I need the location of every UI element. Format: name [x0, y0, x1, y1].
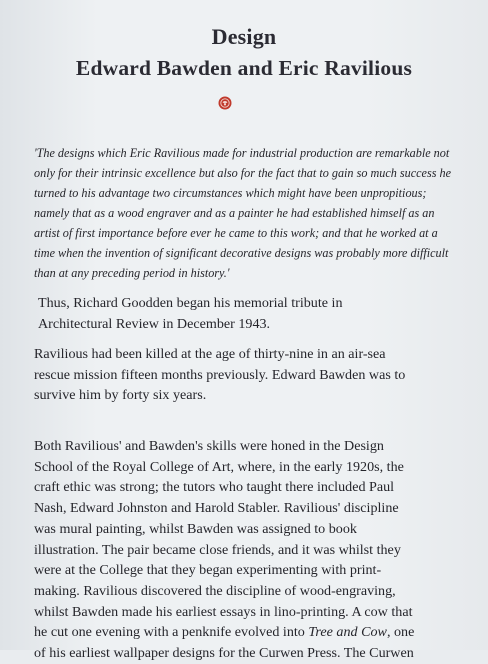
paragraph-line-text: , one	[386, 624, 415, 641]
quote-line: turned to his advantage two circumstances which might have been unpropitious;	[34, 186, 427, 200]
paragraph-line: craft ethic was strong; the tutors who taught there included Paul	[34, 479, 395, 496]
paragraph-ravilious-death	[34, 344, 474, 406]
quote-line: 'The designs which Eric Ravilious made for industrial production are remarkable not	[34, 146, 450, 160]
work-title: Tree and Cow	[308, 624, 387, 641]
paragraph-line: survive him by forty six years.	[34, 387, 207, 404]
paragraph-line: was mural painting, whilst Bawden was assigned to book	[34, 520, 357, 537]
attribution-line: Architectural Review in December 1943.	[38, 315, 271, 332]
quote-line: than at any preceding period in history.'	[34, 266, 230, 280]
attribution-line: Thus, Richard Goodden began his memorial tribute in	[38, 295, 343, 311]
opening-quote	[34, 143, 458, 283]
paragraph-line: Nash, Edward Johnston and Harold Stabler. Ravilious' discipline	[34, 500, 399, 517]
red-circular-ornament-icon	[218, 96, 232, 110]
paragraph-line: making. Ravilious discovered the discipline of wood-engraving,	[34, 582, 396, 599]
paragraph-line: whilst Bawden made his earliest essays in lino-printing. A cow that	[34, 603, 413, 620]
paragraph-line: of his earliest wallpaper designs for the Curwen Press. The Curwen	[34, 645, 414, 662]
heading-design: Design	[211, 24, 277, 49]
paragraph-royal-college	[34, 436, 474, 664]
quote-line: namely that as a wood engraver and as a painter he had established himself as an	[34, 206, 435, 220]
paragraph-line: Both Ravilious' and Bawden's skills were honed in the Design	[34, 438, 384, 454]
quote-line: time when the invention of significant decorative designs was probably more difficult	[34, 246, 449, 260]
paragraph-line: School of the Royal College of Art, where, in the early 1920s, the	[34, 458, 404, 475]
heading-artists: Edward Bawden and Eric Ravilious	[75, 56, 413, 80]
paragraph-line: rescue mission fifteen months previously. Edward Bawden was to	[34, 366, 406, 383]
paragraph-line-text: he cut one evening with a penknife evolved into	[34, 624, 309, 641]
paragraph-line	[34, 622, 474, 643]
quote-attribution	[38, 293, 478, 334]
paragraph-line: were at the College that they began experimenting with print-	[34, 562, 382, 579]
quote-line: artist of first importance before ever he came to this work; and that he worked at a	[34, 226, 438, 240]
paragraph-line: Ravilious had been killed at the age of thirty-nine in an air-sea	[34, 346, 386, 362]
paragraph-line: illustration. The pair became close friends, and it was whilst they	[34, 541, 401, 558]
quote-line: only for their intrinsic excellence but also for the fact that to gain so much success he	[34, 166, 452, 180]
